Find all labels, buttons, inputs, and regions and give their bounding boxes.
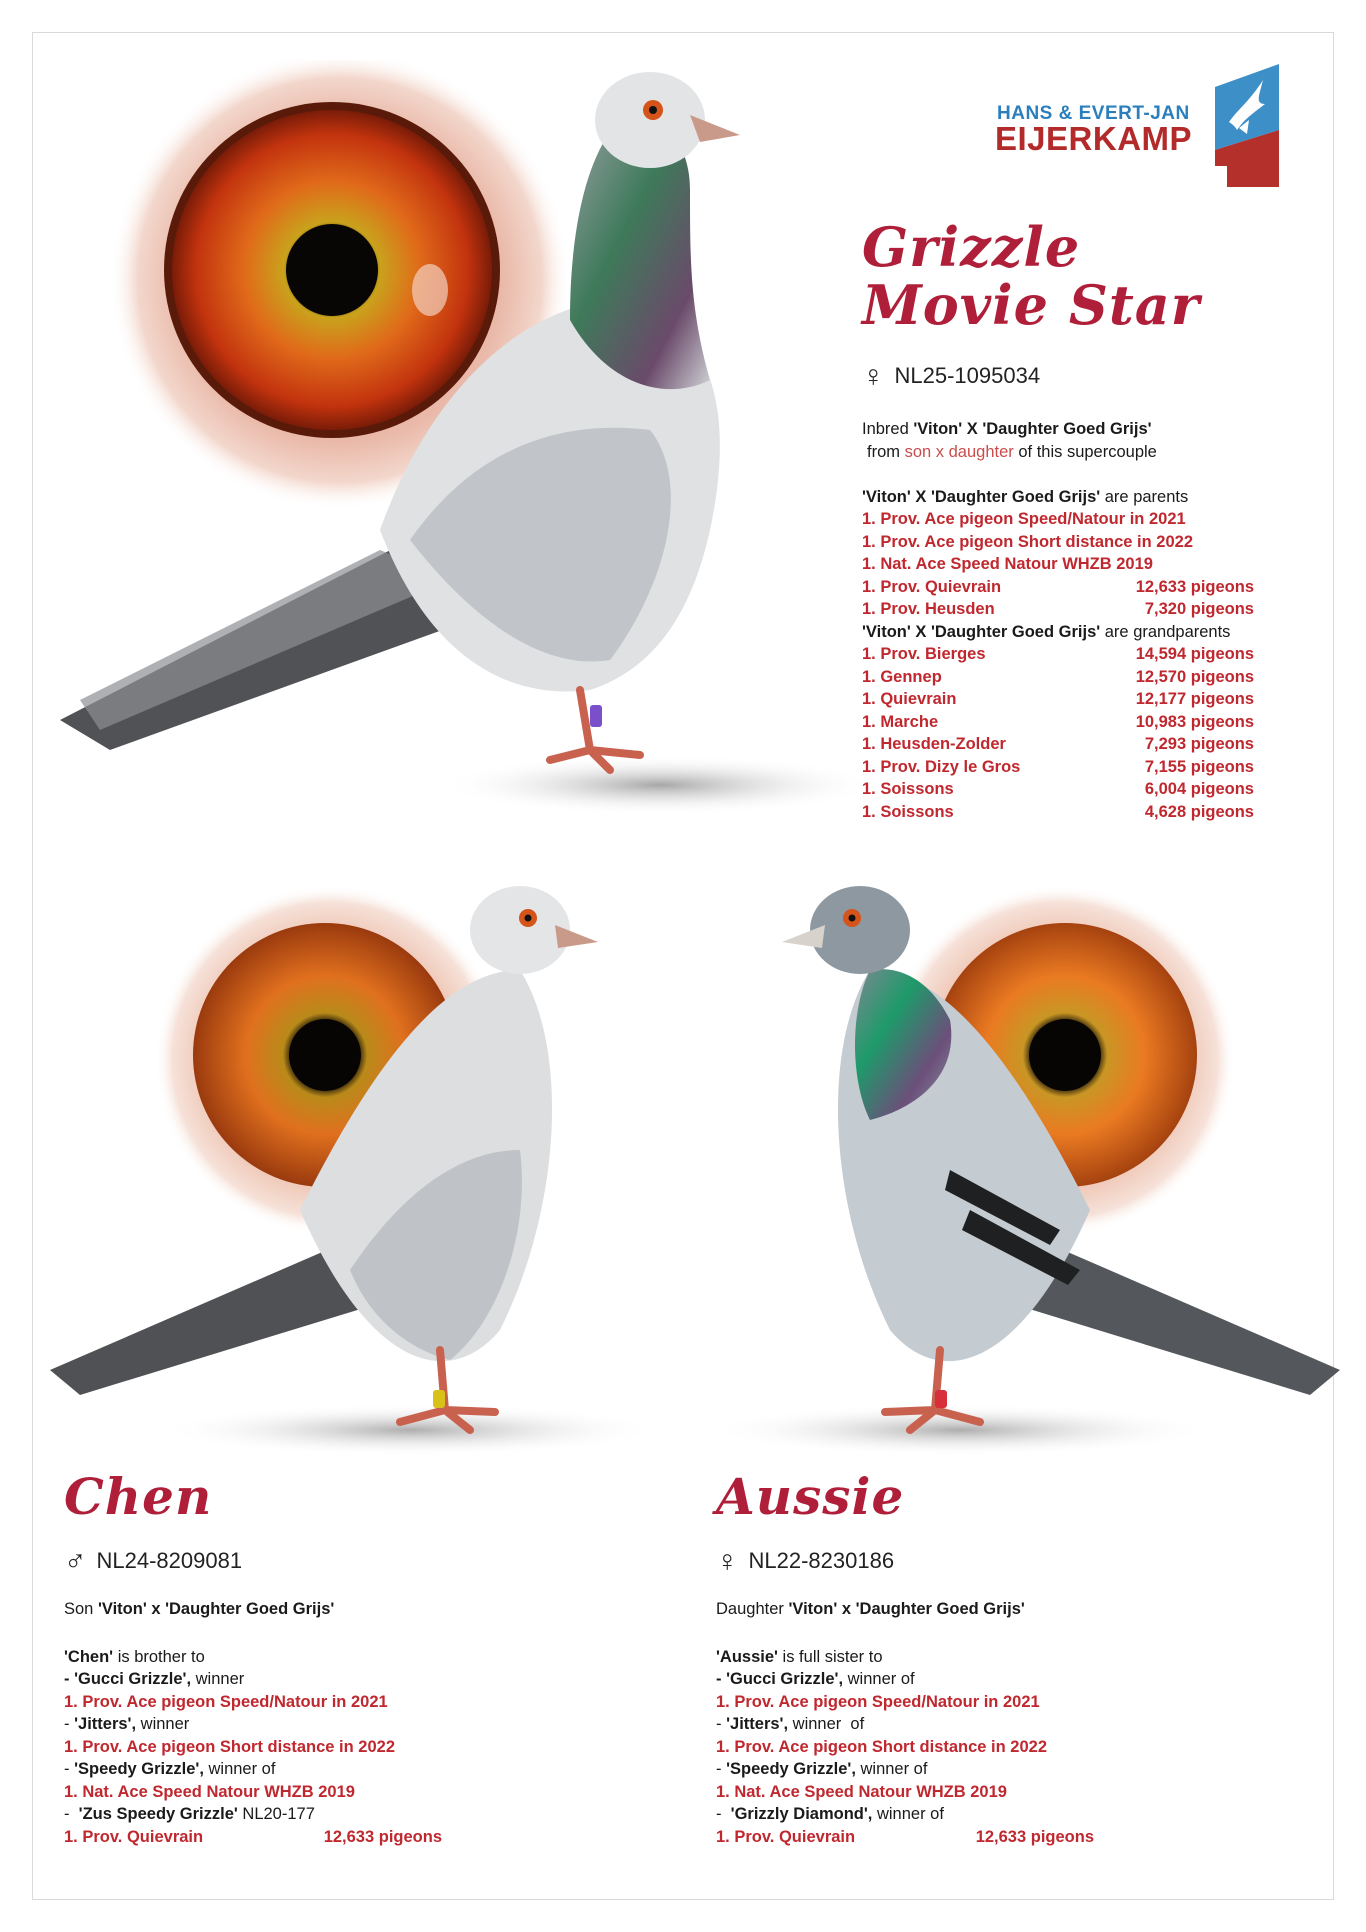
chen-ring-number — [64, 1545, 242, 1579]
main-intro-line1: Inbred 'Viton' X 'Daughter Goed Grijs' — [862, 420, 1152, 438]
aussie-result-row: 1. Prov. Quievrain 12,633 pigeons — [716, 1827, 1094, 1846]
main-grandparent-result-row: 1. Quievrain 12,177 pigeons — [862, 690, 1254, 708]
chen-line: 1. Prov. Ace pigeon Short distance in 2022 — [64, 1737, 396, 1756]
dove-emblem-icon — [1205, 62, 1279, 187]
chen-pedigree-block — [64, 1598, 444, 1848]
chen-line: 1. Prov. Ace pigeon Speed/Natour in 2021 — [64, 1692, 388, 1711]
main-title-line: 1. Prov. Ace pigeon Speed/Natour in 2021 — [862, 510, 1186, 528]
aussie-pedigree-block — [716, 1598, 1106, 1848]
main-parent-result-row: 1. Prov. Quievrain 12,633 pigeons — [862, 577, 1254, 596]
chen-intro-line: 'Chen' is brother to — [64, 1647, 205, 1666]
main-grandparent-result-row: 1. Marche 10,983 pigeons — [862, 712, 1254, 731]
main-grandparent-result-row: 1. Prov. Bierges 14,594 pigeons — [862, 645, 1254, 663]
chen-name: Chen — [64, 1467, 213, 1526]
main-parent-result-row: 1. Prov. Heusden 7,320 pigeons — [862, 600, 1254, 618]
aussie-parents-line: Daughter 'Viton' x 'Daughter Goed Grijs' — [716, 1600, 1025, 1618]
chen-line: - 'Gucci Grizzle', winner — [64, 1670, 245, 1688]
logo-line1: HANS & EVERT-JAN — [997, 103, 1190, 124]
aussie-line: 1. Nat. Ace Speed Natour WHZB 2019 — [716, 1782, 1007, 1801]
aussie-line: - 'Speedy Grizzle', winner of — [716, 1760, 928, 1778]
main-grandparents-heading: 'Viton' X 'Daughter Goed Grijs' are grandparents — [862, 622, 1231, 641]
main-grandparent-result-row: 1. Soissons 4,628 pigeons — [862, 802, 1254, 821]
male-icon: ♂ — [64, 1545, 87, 1578]
main-grandparent-result-row: 1. Prov. Dizy le Gros 7,155 pigeons — [862, 757, 1254, 776]
main-grandparent-result-row: 1. Heusden-Zolder 7,293 pigeons — [862, 735, 1254, 753]
main-title-line: 1. Nat. Ace Speed Natour WHZB 2019 — [862, 555, 1153, 573]
main-parents-heading: 'Viton' X 'Daughter Goed Grijs' are parents — [862, 487, 1189, 506]
chen-line: - 'Speedy Grizzle', winner of — [64, 1760, 276, 1778]
chen-parents-line: Son 'Viton' x 'Daughter Goed Grijs' — [64, 1600, 335, 1618]
logo-line2: EIJERKAMP — [995, 120, 1193, 157]
main-pedigree-block — [862, 418, 1257, 823]
aussie-line: - 'Jitters', winner of — [716, 1715, 865, 1733]
aussie-name: Aussie — [716, 1467, 905, 1526]
main-title-line: 1. Prov. Ace pigeon Short distance in 2022 — [862, 532, 1194, 551]
chen-result-row: 1. Prov. Quievrain 12,633 pigeons — [64, 1827, 442, 1846]
aussie-line: - 'Grizzly Diamond', winner of — [716, 1805, 944, 1823]
main-grandparent-result-row: 1. Gennep 12,570 pigeons — [862, 667, 1254, 686]
aussie-line: 1. Prov. Ace pigeon Speed/Natour in 2021 — [716, 1692, 1040, 1711]
aussie-intro-line: 'Aussie' is full sister to — [716, 1647, 883, 1666]
aussie-line: 1. Prov. Ace pigeon Short distance in 2022 — [716, 1737, 1048, 1756]
chen-line: - 'Jitters', winner — [64, 1715, 190, 1733]
main-grandparent-result-row: 1. Soissons 6,004 pigeons — [862, 780, 1254, 798]
female-icon: ♀ — [716, 1545, 739, 1578]
main-pigeon-illustration — [50, 60, 870, 840]
chen-ring-text: NL24-8209081 — [96, 1548, 243, 1573]
logo — [995, 62, 1285, 187]
chen-line: 1. Nat. Ace Speed Natour WHZB 2019 — [64, 1782, 355, 1801]
main-intro-line2: from son x daughter of this supercouple — [867, 442, 1157, 461]
aussie-pigeon-illustration — [700, 850, 1340, 1460]
female-icon: ♀ — [862, 360, 885, 393]
chen-line: - 'Zus Speedy Grizzle' NL20-177 — [64, 1805, 315, 1823]
main-ring-number — [862, 360, 1040, 394]
main-pigeon-name: Grizzle Movie Star — [862, 215, 1201, 337]
aussie-ring-text: NL22-8230186 — [748, 1548, 895, 1573]
aussie-ring-number — [716, 1545, 894, 1579]
main-ring-text: NL25-1095034 — [894, 363, 1041, 388]
aussie-line: - 'Gucci Grizzle', winner of — [716, 1670, 915, 1688]
chen-pigeon-illustration — [50, 850, 690, 1460]
